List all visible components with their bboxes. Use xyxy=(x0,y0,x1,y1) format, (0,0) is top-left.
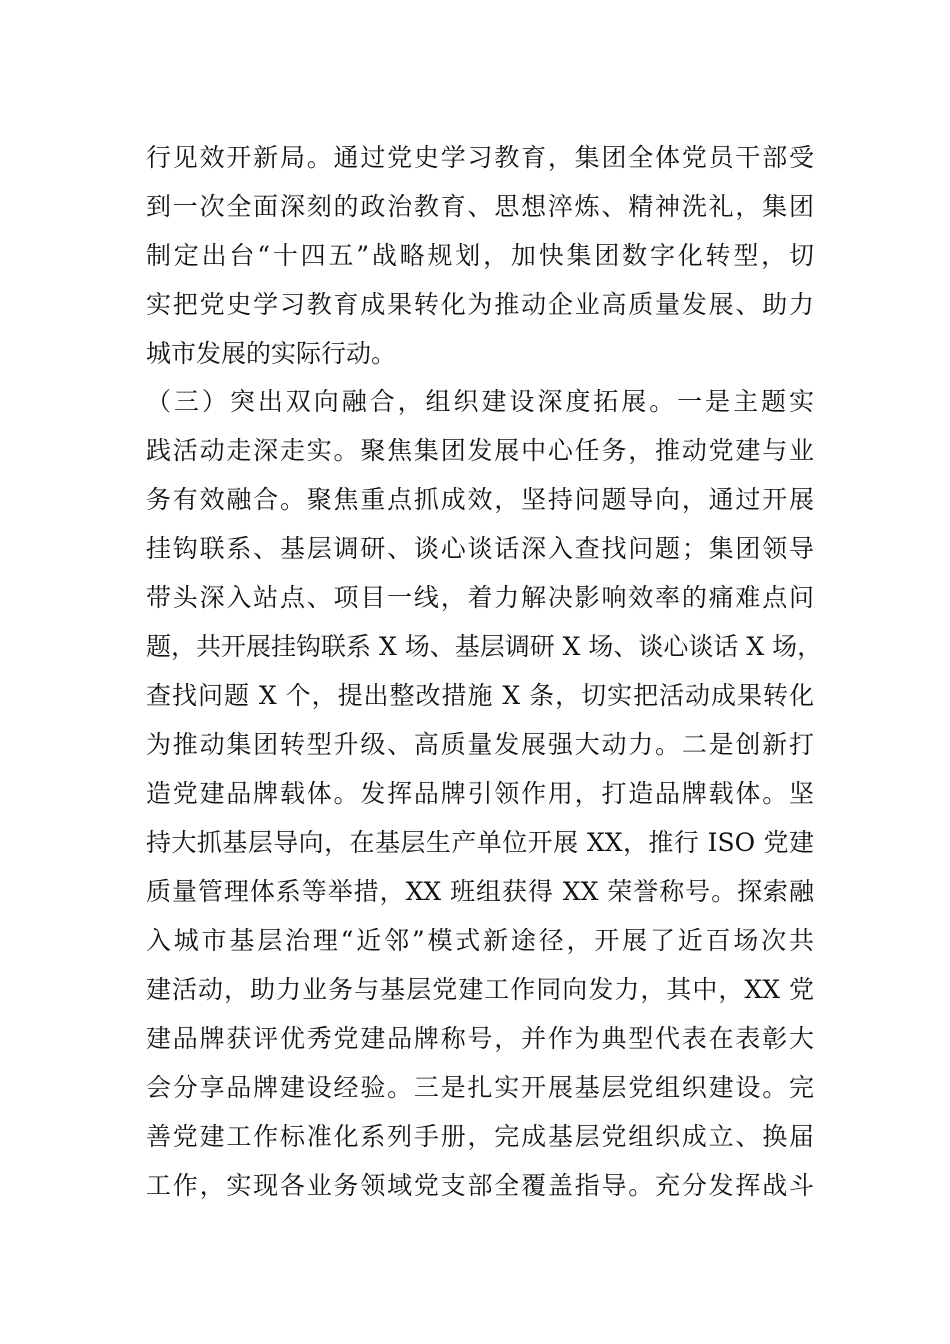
paragraph-section-three xyxy=(146,377,823,1210)
paragraph-line: 工作，实现各业务领域党支部全覆盖指导。充分发挥战斗 xyxy=(146,1171,814,1200)
paragraph-line: 到一次全面深刻的政治教育、思想淬炼、精神洗礼，集团 xyxy=(146,192,814,221)
paragraph-line: 会分享品牌建设经验。三是扎实开展基层党组织建设。完 xyxy=(146,1073,814,1102)
paragraph-line: 践活动走深走实。聚焦集团发展中心任务，推动党建与业 xyxy=(146,436,814,465)
paragraph-continued xyxy=(146,133,814,378)
paragraph-line: 质量管理体系等举措，XX 班组获得 XX 荣誉称号。探索融 xyxy=(146,877,814,906)
paragraph-line: 带头深入站点、项目一线，着力解决影响效率的痛难点问 xyxy=(146,583,814,612)
paragraph-line: 题，共开展挂钩联系 X 场、基层调研 X 场、谈心谈话 X 场， xyxy=(146,632,823,661)
paragraph-line: 实把党史学习教育成果转化为推动企业高质量发展、助力 xyxy=(146,290,814,319)
paragraph-line: 建活动，助力业务与基层党建工作同向发力，其中，XX 党 xyxy=(146,975,814,1004)
paragraph-line: 入城市基层治理“近邻”模式新途径，开展了近百场次共 xyxy=(146,926,814,955)
paragraph-line: 行见效开新局。通过党史学习教育，集团全体党员干部受 xyxy=(146,143,814,172)
paragraph-line: 造党建品牌载体。发挥品牌引领作用，打造品牌载体。坚 xyxy=(146,779,814,808)
paragraph-line: 制定出台“十四五”战略规划，加快集团数字化转型，切 xyxy=(146,241,814,270)
paragraph-line: 善党建工作标准化系列手册，完成基层党组织成立、换届 xyxy=(146,1122,814,1151)
paragraph-line: 查找问题 X 个，提出整改措施 X 条，切实把活动成果转化 xyxy=(146,681,814,710)
paragraph-line: 务有效融合。聚焦重点抓成效，坚持问题导向，通过开展 xyxy=(146,485,814,514)
paragraph-line: 持大抓基层导向，在基层生产单位开展 XX，推行 ISO 党建 xyxy=(146,828,814,857)
section-heading-line: （三）突出双向融合，组织建设深度拓展。一是主题实 xyxy=(146,387,814,416)
paragraph-line: 为推动集团转型升级、高质量发展强大动力。二是创新打 xyxy=(146,730,814,759)
paragraph-line: 挂钩联系、基层调研、谈心谈话深入查找问题；集团领导 xyxy=(146,534,814,563)
paragraph-line: 建品牌获评优秀党建品牌称号，并作为典型代表在表彰大 xyxy=(146,1024,814,1053)
paragraph-line: 城市发展的实际行动。 xyxy=(146,339,397,368)
